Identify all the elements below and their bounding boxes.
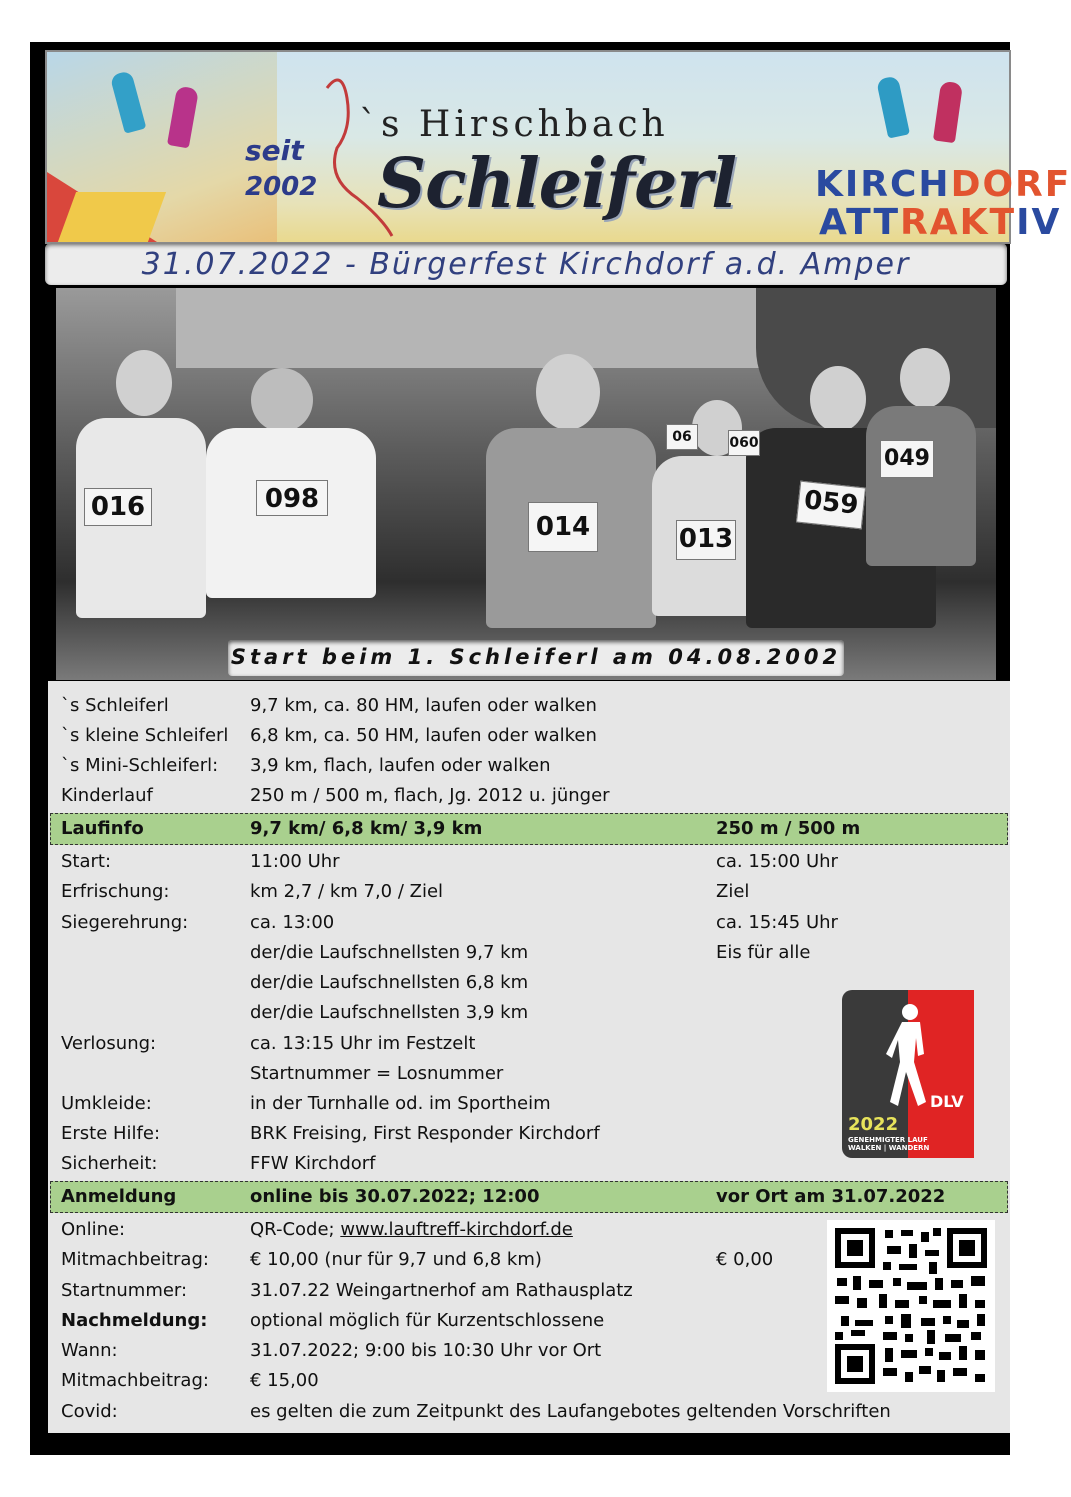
info-label: Mitmachbeitrag: (61, 1370, 209, 1391)
banner-title-main: Schleiferl (377, 144, 737, 224)
info-main: der/die Laufschnellsten 6,8 km (250, 972, 529, 993)
info-main: 11:00 Uhr (250, 851, 340, 872)
dlv-logo: DLV (930, 1092, 964, 1111)
bib-number: 016 (84, 488, 152, 526)
laufinfo-header-bar (50, 813, 1008, 845)
registration-link[interactable]: www.lauftreff-kirchdorf.de (340, 1219, 573, 1240)
info-main: ca. 13:00 (250, 912, 335, 933)
info-label: Mitmachbeitrag: (61, 1249, 209, 1270)
info-main: FFW Kirchdorf (250, 1153, 376, 1174)
info-label: Erste Hilfe: (61, 1123, 161, 1144)
info-label: Umkleide: (61, 1093, 152, 1114)
info-main: der/die Laufschnellsten 3,9 km (250, 1002, 529, 1023)
info-main: optional möglich für Kurzentschlossene (250, 1310, 605, 1331)
info-label: Start: (61, 851, 112, 872)
info-kids: ca. 15:45 Uhr (716, 912, 838, 933)
info-label: Startnummer: (61, 1280, 188, 1301)
banner-left-art (47, 52, 277, 242)
info-label: Nachmeldung: (61, 1310, 208, 1331)
qr-code-icon (835, 1228, 987, 1384)
bib-number: 049 (880, 440, 934, 478)
anmeldung-header-onsite: vor Ort am 31.07.2022 (716, 1186, 946, 1207)
online-registration: QR-Code; www.lauftreff-kirchdorf.de (250, 1219, 573, 1240)
runner-figure-icon (167, 86, 199, 149)
runner-figure-icon (876, 75, 910, 138)
qr-code[interactable] (827, 1220, 995, 1392)
course-name: Kinderlauf (61, 785, 153, 806)
course-name: `s kleine Schleiferl (61, 725, 229, 746)
info-main: es gelten die zum Zeitpunkt des Laufangebotes geltenden Vorschriften (250, 1401, 891, 1422)
laufinfo-header-main: 9,7 km/ 6,8 km/ 3,9 km (250, 818, 483, 839)
info-main: Startnummer = Losnummer (250, 1063, 504, 1084)
dlv-approval-badge (842, 990, 974, 1158)
photo-caption: Start beim 1. Schleiferl am 04.08.2002 (228, 640, 844, 676)
course-desc: 9,7 km, ca. 80 HM, laufen oder walken (250, 695, 597, 716)
info-label: Erfrischung: (61, 881, 170, 902)
event-date: 31.07.2022 - Bürgerfest Kirchdorf a.d. Amper (141, 247, 911, 282)
info-kids: Eis für alle (716, 942, 811, 963)
info-label: Siegerehrung: (61, 912, 189, 933)
event-date-bar (45, 243, 1007, 285)
course-desc: 250 m / 500 m, flach, Jg. 2012 u. jünger (250, 785, 610, 806)
laufinfo-header-kids: 250 m / 500 m (716, 818, 861, 839)
banner-title-top: `s Hirschbach (359, 104, 669, 145)
brand-line-1: KIRCHDORF (815, 164, 1071, 205)
seit-year: 2002 (245, 172, 318, 202)
brand-line-2: ATTRAKTIV (819, 202, 1062, 243)
bib-number: 014 (528, 502, 598, 552)
bib-number: 013 (676, 520, 736, 560)
dlv-text: GENEHMIGTER LAUF WALKEN | WANDERN (848, 1136, 930, 1152)
anmeldung-header: Anmeldung (61, 1186, 177, 1207)
course-desc: 6,8 km, ca. 50 HM, laufen oder walken (250, 725, 597, 746)
info-label: Covid: (61, 1401, 118, 1422)
info-main: km 2,7 / km 7,0 / Ziel (250, 881, 444, 902)
event-banner (45, 50, 1071, 244)
info-main: in der Turnhalle od. im Sportheim (250, 1093, 551, 1114)
info-main: ca. 13:15 Uhr im Festzelt (250, 1033, 476, 1054)
dlv-year: 2022 (848, 1114, 899, 1135)
info-kids: ca. 15:00 Uhr (716, 851, 838, 872)
course-name: `s Schleiferl (61, 695, 169, 716)
runner-figure-icon (110, 70, 147, 134)
course-name: `s Mini-Schleiferl: (61, 755, 219, 776)
info-main: 31.07.2022; 9:00 bis 10:30 Uhr vor Ort (250, 1340, 602, 1361)
laufinfo-header: Laufinfo (61, 818, 144, 839)
info-label: Verlosung: (61, 1033, 157, 1054)
bib-number: 060 (728, 430, 760, 456)
info-label: Sicherheit: (61, 1153, 158, 1174)
course-desc: 3,9 km, flach, laufen oder walken (250, 755, 551, 776)
info-main: der/die Laufschnellsten 9,7 km (250, 942, 529, 963)
anmeldung-header-online: online bis 30.07.2022; 12:00 (250, 1186, 540, 1207)
info-main: € 10,00 (nur für 9,7 und 6,8 km) (250, 1249, 542, 1270)
seit-label: seit (245, 134, 304, 167)
bib-number: 059 (796, 481, 866, 530)
info-label: Wann: (61, 1340, 118, 1361)
info-kids: € 0,00 (716, 1249, 774, 1270)
info-main: 31.07.22 Weingartnerhof am Rathausplatz (250, 1280, 633, 1301)
info-main: BRK Freising, First Responder Kirchdorf (250, 1123, 600, 1144)
start-photo (56, 288, 996, 680)
runner-figure-icon (933, 81, 963, 143)
info-label: Online: (61, 1219, 126, 1240)
info-kids: Ziel (716, 881, 750, 902)
info-main: € 15,00 (250, 1370, 319, 1391)
bib-number: 098 (256, 480, 328, 516)
bib-number: 06 (666, 424, 698, 450)
